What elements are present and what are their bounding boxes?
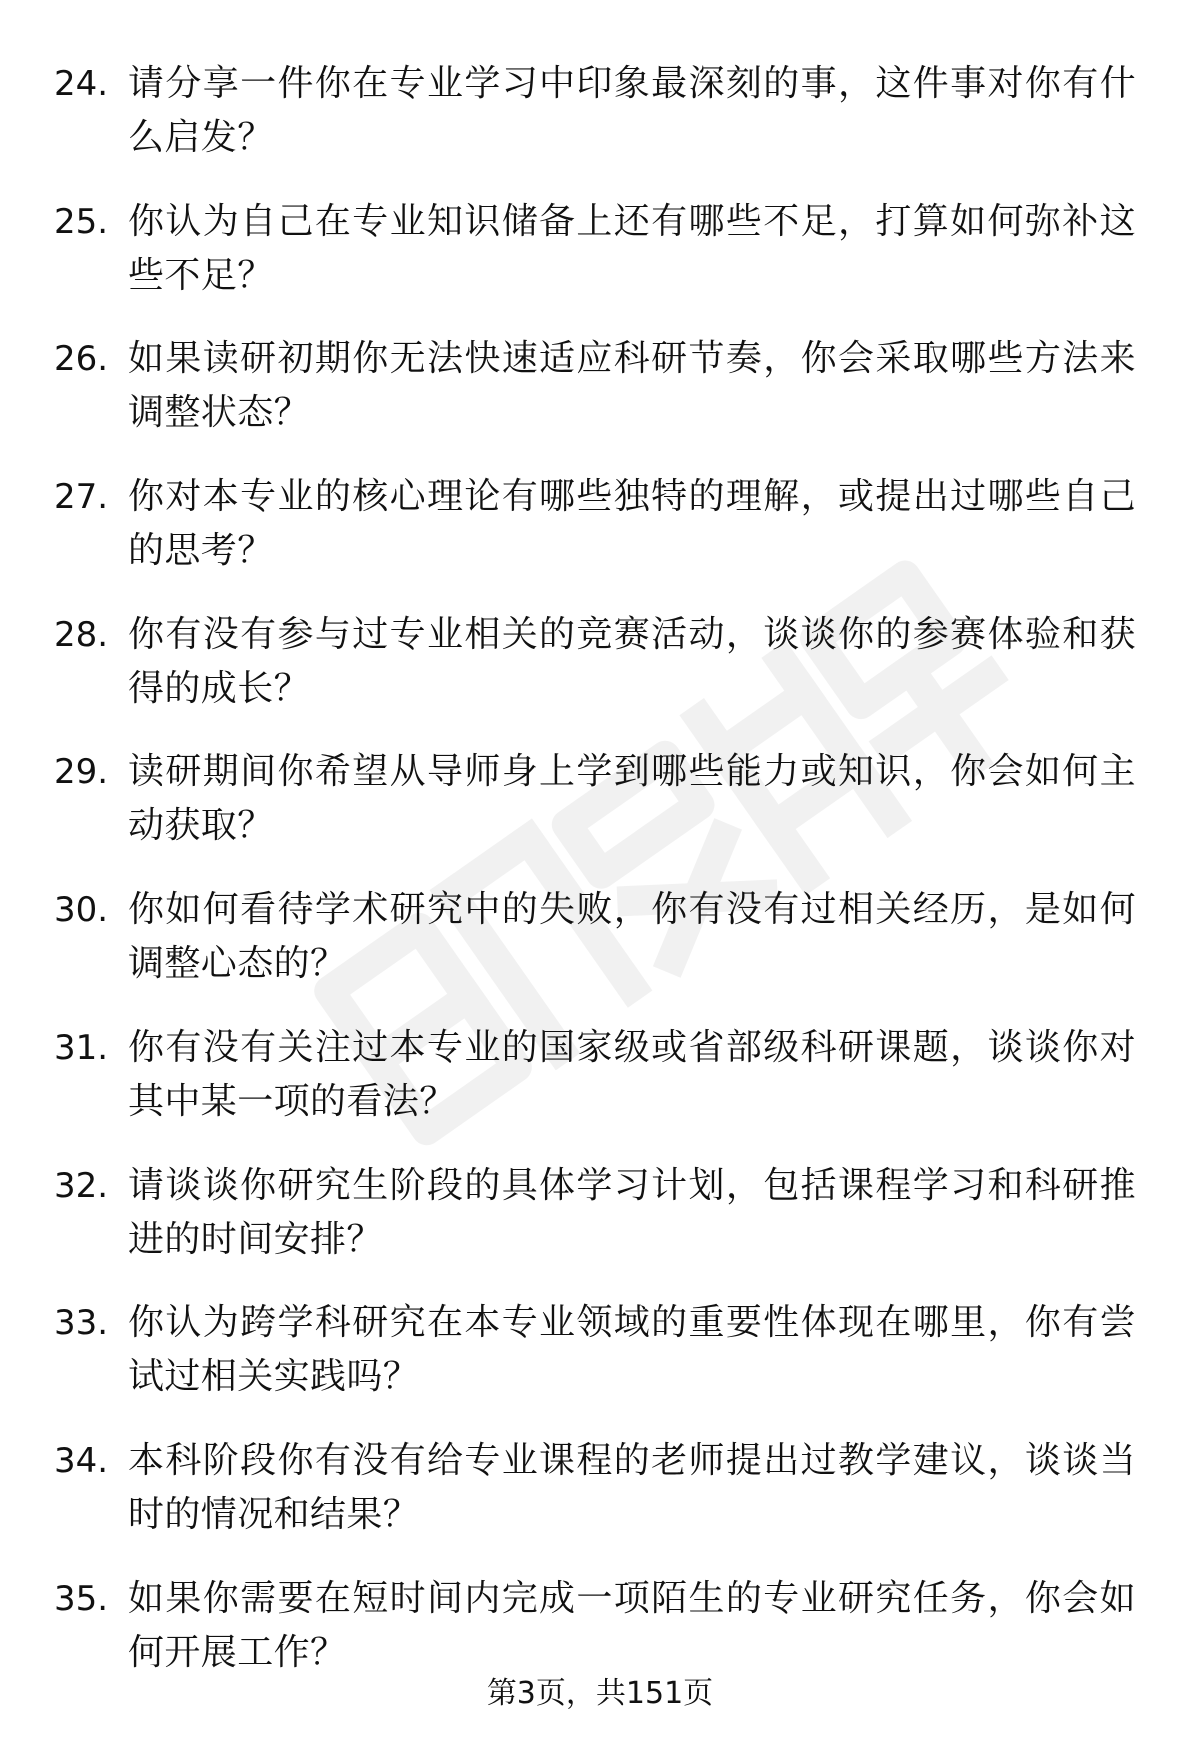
question-text: 如果你需要在短时间内完成一项陌生的专业研究任务，你会如何开展工作？ [128, 1577, 1136, 1673]
question-item [0, 883, 1200, 1021]
question-text: 读研期间你希望从导师身上学到哪些能力或知识，你会如何主动获取？ [128, 751, 1136, 847]
question-number: 34. [54, 1440, 109, 1481]
question-number: 27. [54, 477, 109, 518]
question-item [0, 1434, 1200, 1572]
question-text: 如果读研初期你无法快速适应科研节奏，你会采取哪些方法来调整状态？ [128, 338, 1136, 434]
question-item [0, 745, 1200, 883]
question-number: 35. [54, 1578, 109, 1619]
question-item [0, 470, 1200, 608]
question-number: 24. [54, 64, 109, 104]
question-text: 你如何看待学术研究中的失败，你有没有过相关经历，是如何调整心态的？ [128, 889, 1136, 985]
question-number: 28. [54, 614, 109, 655]
question-text: 你有没有关注过本专业的国家级或省部级科研课题，谈谈你对其中某一项的看法？ [128, 1026, 1136, 1122]
question-number: 29. [54, 752, 109, 793]
question-text: 你对本专业的核心理论有哪些独特的理解，或提出过哪些自己的思考？ [128, 476, 1136, 572]
question-list [0, 57, 1200, 1709]
question-number: 32. [54, 1165, 109, 1206]
question-number: 31. [54, 1027, 109, 1068]
page-number-footer: 第3页，共151页 [486, 1676, 714, 1711]
question-item [0, 1296, 1200, 1434]
question-number: 33. [54, 1303, 109, 1344]
question-number: 30. [54, 890, 109, 931]
question-text: 请分享一件你在专业学习中印象最深刻的事，这件事对你有什么启发？ [128, 63, 1136, 158]
question-item [0, 195, 1200, 333]
question-item [0, 57, 1200, 195]
question-number: 26. [54, 339, 109, 380]
question-item [0, 1159, 1200, 1297]
question-number: 25. [54, 201, 109, 242]
question-item [0, 608, 1200, 746]
question-text: 你有没有参与过专业相关的竞赛活动，谈谈你的参赛体验和获得的成长？ [128, 613, 1136, 709]
question-text: 你认为跨学科研究在本专业领域的重要性体现在哪里，你有尝试过相关实践吗？ [128, 1302, 1136, 1398]
question-item [0, 1021, 1200, 1159]
question-text: 你认为自己在专业知识储备上还有哪些不足，打算如何弥补这些不足？ [128, 200, 1136, 296]
question-text: 本科阶段你有没有给专业课程的老师提出过教学建议，谈谈当时的情况和结果？ [128, 1439, 1136, 1535]
question-item [0, 332, 1200, 470]
question-text: 请谈谈你研究生阶段的具体学习计划，包括课程学习和科研推进的时间安排？ [128, 1164, 1136, 1260]
